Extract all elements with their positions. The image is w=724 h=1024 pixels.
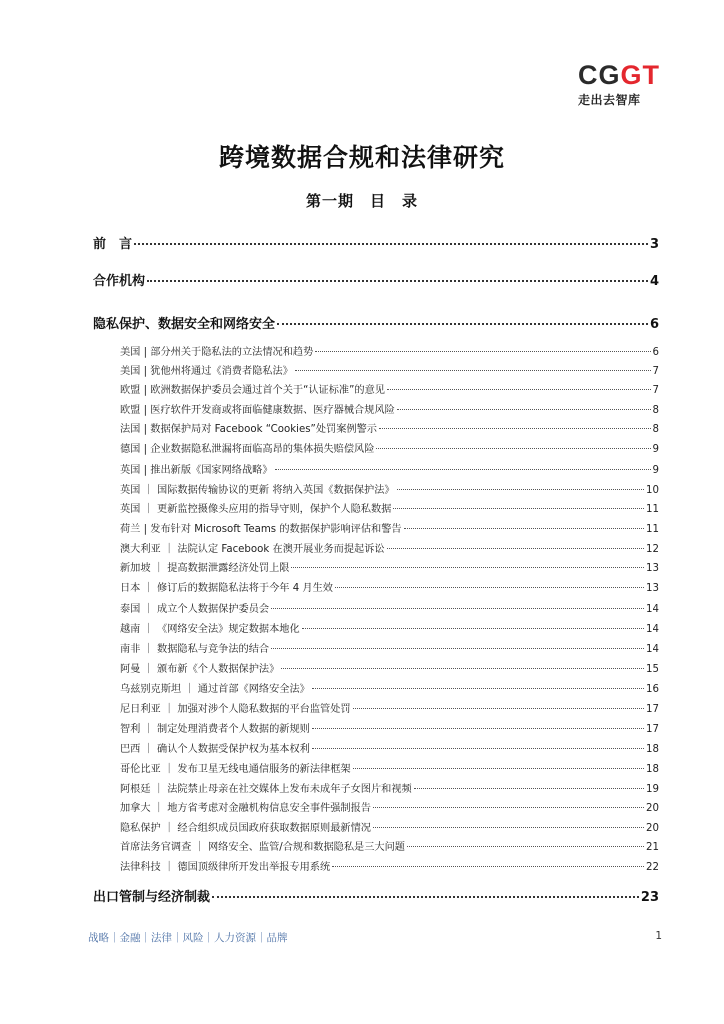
toc-entry-page: 14 (646, 604, 659, 615)
toc-entry[interactable] (120, 819, 659, 835)
toc-leader (312, 688, 644, 689)
toc-leader (373, 807, 644, 808)
toc-entry-page: 10 (646, 485, 659, 496)
toc-entry[interactable] (120, 420, 659, 436)
toc-entry-label: 合作机构 (93, 274, 146, 289)
logo-tagline: 走出去智库 (578, 93, 641, 107)
toc-entry-page: 9 (652, 465, 659, 476)
toc-entry-label: 智利 ｜ 制定处理消费者个人数据的新规则 (120, 724, 310, 735)
toc-entry-label: 新加坡 ｜ 提高数据泄露经济处罚上限 (120, 563, 290, 574)
toc-entry[interactable] (120, 343, 659, 359)
toc-entry-label: 哥伦比亚 ｜ 发布卫星无线电通信服务的新法律框架 (120, 764, 351, 775)
toc-entry-page: 4 (649, 274, 659, 289)
toc-entry-page: 8 (652, 405, 659, 416)
toc-entry[interactable] (120, 640, 659, 656)
toc-entry[interactable] (120, 780, 659, 796)
toc-entry-label: 欧盟 | 欧洲数据保护委员会通过首个关于“认证标准”的意见 (120, 385, 385, 396)
toc-entry-label: 巴西 ｜ 确认个人数据受保护权为基本权利 (120, 744, 310, 755)
toc-entry[interactable] (120, 700, 659, 716)
toc-entry-page: 11 (646, 524, 659, 535)
toc-entry[interactable] (120, 838, 659, 854)
toc-leader (312, 748, 644, 749)
toc-entry-label: 阿曼 ｜ 颁布新《个人数据保护法》 (120, 664, 280, 675)
toc-entry-page: 6 (649, 317, 659, 332)
toc-entry-label: 阿根廷 ｜ 法院禁止母亲在社交媒体上发布未成年子女图片和视频 (120, 784, 412, 795)
toc-entry-page: 20 (646, 823, 659, 834)
toc-entry-page: 13 (646, 583, 659, 594)
toc-leader (379, 428, 651, 429)
toc-leader (295, 370, 651, 371)
toc-entry[interactable] (120, 660, 659, 676)
toc-entry-label: 隐私保护 ｜ 经合组织成员国政府获取数据原则最新情况 (120, 823, 371, 834)
document-title: 跨境数据合规和法律研究 (218, 143, 505, 172)
toc-entry-label: 澳大利亚 ｜ 法院认定 Facebook 在澳开展业务而提起诉讼 (120, 544, 385, 555)
toc-leader (373, 827, 644, 828)
toc-entry-label: 出口管制与经济制裁 (93, 890, 211, 905)
toc-entry-page: 17 (646, 704, 659, 715)
toc-leader (407, 846, 644, 847)
toc-entry-page: 23 (640, 890, 659, 905)
toc-entry-page: 7 (652, 366, 659, 377)
logo-suffix: GT (620, 60, 660, 90)
toc-leader (393, 508, 644, 509)
toc-entry-label: 美国 | 部分州关于隐私法的立法情况和趋势 (120, 347, 314, 358)
toc-entry-page: 15 (646, 664, 659, 675)
toc-entry-page: 11 (646, 504, 659, 515)
toc-leader (302, 628, 644, 629)
toc-entry-label: 英国 ｜ 国际数据传输协议的更新 将纳入英国《数据保护法》 (120, 485, 395, 496)
toc-entry[interactable] (120, 540, 659, 556)
toc-entry-page: 20 (646, 803, 659, 814)
footer-nav: 战略｜金融｜法律｜风险｜人力资源｜品牌 (88, 932, 288, 944)
toc-leader (147, 280, 648, 282)
toc-leader (271, 648, 644, 649)
toc-entry[interactable] (120, 858, 659, 874)
toc-entry[interactable] (120, 520, 659, 536)
toc-leader (271, 608, 644, 609)
toc-entry-page: 9 (652, 444, 659, 455)
toc-entry-label: 前 言 (93, 237, 133, 252)
toc-entry[interactable] (120, 579, 659, 595)
toc-leader (404, 528, 644, 529)
logo-mark (578, 62, 660, 89)
toc-heading: 第一期 目 录 (305, 192, 418, 210)
toc-entry-page: 3 (649, 237, 659, 252)
toc-entry-label: 英国 ｜ 更新监控摄像头应用的指导守则，保护个人隐私数据 (120, 504, 392, 515)
page-number: 1 (655, 930, 662, 942)
toc-leader (397, 489, 644, 490)
toc-entry-label: 泰国 ｜ 成立个人数据保护委员会 (120, 604, 270, 615)
toc-entry-label: 尼日利亚 ｜ 加强对涉个人隐私数据的平台监管处罚 (120, 704, 351, 715)
toc-leader (281, 668, 644, 669)
toc-leader (134, 243, 648, 245)
toc-entry-label: 欧盟 | 医疗软件开发商或将面临健康数据、医疗器械合规风险 (120, 405, 395, 416)
toc-entry[interactable] (93, 313, 659, 333)
toc-entry-page: 8 (652, 424, 659, 435)
toc-entry-label: 荷兰 | 发布针对 Microsoft Teams 的数据保护影响评估和警告 (120, 524, 402, 535)
toc-entry-label: 德国 | 企业数据隐私泄漏将面临高昂的集体损失赔偿风险 (120, 444, 375, 455)
toc-leader (376, 448, 650, 449)
toc-entry-page: 22 (646, 862, 659, 873)
toc-entry-page: 21 (646, 842, 659, 853)
toc-entry-page: 14 (646, 644, 659, 655)
toc-leader (275, 469, 651, 470)
toc-entry-label: 南非 ｜ 数据隐私与竞争法的结合 (120, 644, 270, 655)
toc-entry-label: 法律科技 ｜ 德国顶级律所开发出举报专用系统 (120, 862, 331, 873)
toc-entry-page: 19 (646, 784, 659, 795)
toc-leader (315, 351, 650, 352)
toc-entry-page: 18 (646, 764, 659, 775)
toc-leader (414, 788, 644, 789)
toc-entry-label: 隐私保护、数据安全和网络安全 (93, 317, 276, 332)
toc-leader (387, 389, 651, 390)
toc-entry-label: 乌兹别克斯坦 ｜ 通过首部《网络安全法》 (120, 684, 310, 695)
toc-entry[interactable] (120, 559, 659, 575)
toc-entry[interactable] (120, 362, 659, 378)
toc-entry[interactable] (120, 740, 659, 756)
toc-leader (353, 708, 644, 709)
toc-entry[interactable] (120, 481, 659, 497)
toc-entry-page: 13 (646, 563, 659, 574)
toc-entry[interactable] (120, 620, 659, 636)
toc-leader (387, 548, 644, 549)
toc-entry[interactable] (120, 381, 659, 397)
toc-entry-page: 16 (646, 684, 659, 695)
logo (578, 62, 660, 108)
toc-entry-label: 加拿大 ｜ 地方省考虑对金融机构信息安全事件强制报告 (120, 803, 371, 814)
toc-leader (353, 768, 644, 769)
toc-entry[interactable] (120, 500, 659, 516)
toc-entry[interactable] (120, 799, 659, 815)
toc-entry-page: 12 (646, 544, 659, 555)
toc-entry-label: 美国 | 犹他州将通过《消费者隐私法》 (120, 366, 293, 377)
toc-entry-label: 法国 | 数据保护局对 Facebook “Cookies”处罚案例警示 (120, 424, 377, 435)
toc-entry[interactable] (93, 886, 659, 906)
toc-entry[interactable] (93, 233, 659, 253)
toc-entry-label: 越南 ｜ 《网络安全法》规定数据本地化 (120, 624, 300, 635)
toc-leader (332, 866, 644, 867)
toc-leader (212, 896, 639, 898)
toc-entry[interactable] (93, 270, 659, 290)
toc-entry[interactable] (120, 461, 659, 477)
toc-entry-page: 17 (646, 724, 659, 735)
toc-leader (335, 587, 644, 588)
toc-entry-page: 6 (652, 347, 659, 358)
toc-entry-label: 首席法务官调查 ｜ 网络安全、监管/合规和数据隐私是三大问题 (120, 842, 405, 853)
toc-entry[interactable] (120, 720, 659, 736)
toc-entry[interactable] (120, 401, 659, 417)
toc-entry[interactable] (120, 680, 659, 696)
toc-entry-label: 日本 ｜ 修订后的数据隐私法将于今年 4 月生效 (120, 583, 333, 594)
toc-entry[interactable] (120, 600, 659, 616)
toc-entry[interactable] (120, 760, 659, 776)
toc-entry-page: 18 (646, 744, 659, 755)
toc-entry-label: 英国 | 推出新版《国家网络战略》 (120, 465, 273, 476)
toc-entry-page: 7 (652, 385, 659, 396)
toc-entry[interactable] (120, 440, 659, 456)
logo-prefix: CG (578, 60, 621, 90)
toc-leader (291, 567, 644, 568)
toc-leader (277, 323, 648, 325)
toc-leader (312, 728, 644, 729)
toc-entry-page: 14 (646, 624, 659, 635)
toc-leader (397, 409, 651, 410)
